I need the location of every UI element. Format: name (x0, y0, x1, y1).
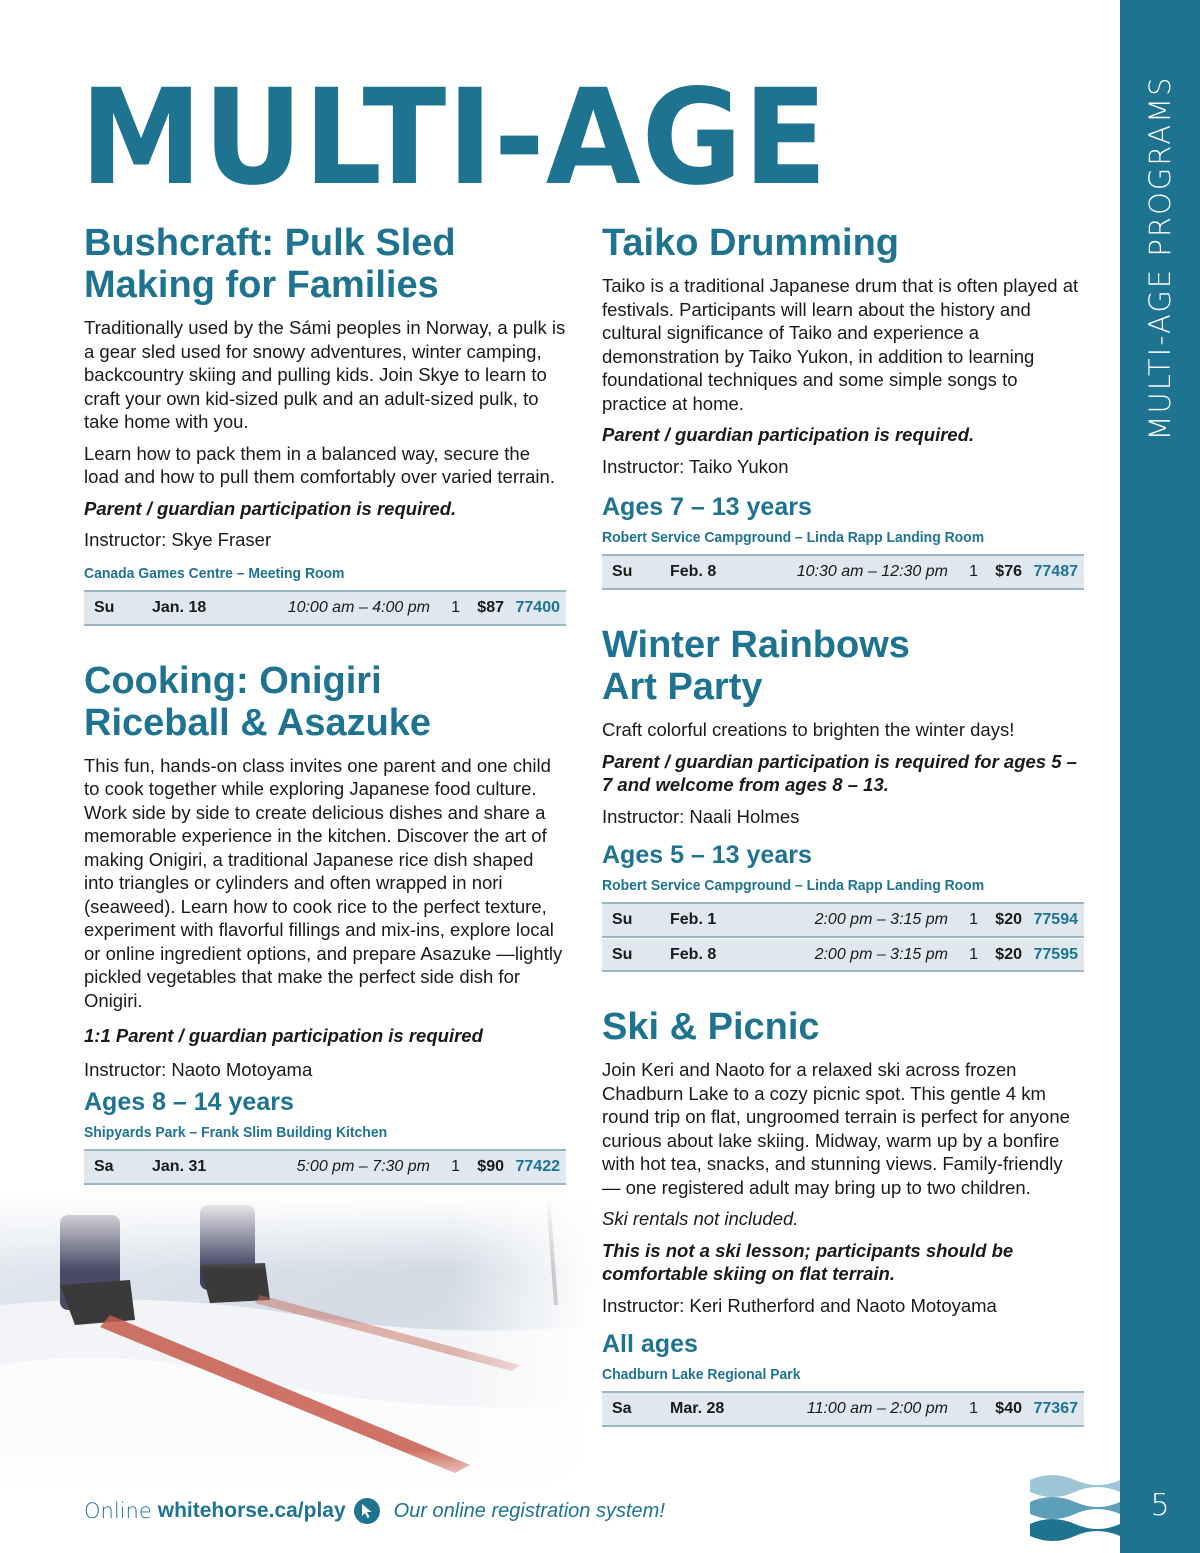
program-note: Ski rentals not included. (602, 1208, 799, 1229)
course-code: 77367 (1033, 1400, 1078, 1417)
page-number: 5 (1150, 1488, 1170, 1523)
session-price: $20 (995, 945, 1022, 963)
session-time: 10:30 am – 12:30 pm (796, 563, 948, 580)
program-description: Taiko is a traditional Japanese drum that is often played at festivals. Participants will learn about the history and cultural significance of Taiko and experience a demonstration by Taiko Yukon, in addition to learning foundational techniques and some simple songs to practice at home. (602, 275, 1079, 414)
session-date: Jan. 18 (152, 598, 207, 616)
session-time: 10:00 am – 4:00 pm (287, 598, 430, 616)
footer-tagline: Our online registration system! (393, 1499, 665, 1522)
program-winter-rainbows (602, 624, 1086, 972)
program-description: Learn how to pack them in a balanced way, secure the load and how to pull them comfortably over varied terrain. (84, 442, 555, 487)
session-date: Feb. 8 (670, 563, 717, 580)
schedule-row (602, 904, 1084, 938)
course-code: 77595 (1033, 945, 1078, 963)
participation-requirement: Parent / guardian participation is required for ages 5 – 7 and welcome from ages 8 – 13. (602, 750, 1077, 795)
session-day: Sa (612, 1400, 632, 1417)
program-title: Cooking: Onigiri Riceball & Asazuke (84, 659, 432, 744)
side-label-wrap (1120, 0, 1200, 520)
session-date: Mar. 28 (670, 1400, 725, 1417)
session-count: 1 (969, 1400, 978, 1417)
schedule-row (602, 556, 1084, 590)
instructor: Instructor: Naoto Motoyama (84, 1058, 313, 1080)
cursor-arrow-icon (354, 1498, 380, 1524)
program-location: Robert Service Campground – Linda Rapp Landing Room (602, 529, 985, 546)
session-price: $90 (477, 1158, 504, 1175)
session-time: 2:00 pm – 3:15 pm (814, 911, 948, 928)
session-day: Sa (94, 1158, 114, 1175)
instructor: Instructor: Keri Rutherford and Naoto Motoyama (602, 1294, 997, 1316)
session-day: Su (612, 563, 633, 580)
schedule-table (602, 902, 1084, 972)
instructor: Instructor: Skye Fraser (84, 529, 272, 550)
session-day: Su (94, 598, 115, 616)
session-count: 1 (451, 598, 460, 616)
program-title: Bushcraft: Pulk Sled Making for Families (84, 222, 456, 306)
schedule-row (84, 1151, 566, 1185)
course-code: 77422 (515, 1158, 560, 1175)
schedule-table (84, 590, 566, 626)
session-price: $40 (995, 1400, 1022, 1417)
age-range: Ages 5 – 13 years (602, 841, 812, 869)
program-description: Craft colorful creations to brighten the winter days! (602, 719, 1015, 740)
instructor: Instructor: Taiko Yukon (602, 455, 789, 477)
schedule-table (602, 554, 1084, 590)
session-day: Su (612, 911, 633, 928)
session-date: Feb. 1 (670, 911, 717, 928)
page-title: MULTI-AGE (80, 61, 829, 215)
program-description: This fun, hands-on class invites one parent and one child to cook together while exploring Japanese food culture. Work side by side to create delicious dishes and share a memorable experience in the kitchen. Discover the art of making Onigiri, a traditional Japanese rice dish shaped into triangles or cylinders and often wrapped in nori (seaweed). Learn how to cook rice to the perfect texture, experiment with flavorful fillings and mix-ins, explore local or online ingredient options, and prepare Asazuke —lightly pickled vegetables that make the perfect side dish for Onigiri. (84, 754, 563, 1011)
program-title: Ski & Picnic (602, 1006, 820, 1048)
participation-requirement: Parent / guardian participation is required. (602, 424, 975, 445)
program-location: Canada Games Centre – Meeting Room (84, 564, 345, 582)
session-count: 1 (969, 911, 978, 928)
schedule-row (602, 938, 1084, 972)
program-location: Shipyards Park – Frank Slim Building Kitchen (84, 1124, 388, 1141)
session-price: $20 (995, 911, 1022, 928)
right-column (602, 222, 1086, 1461)
session-count: 1 (451, 1158, 460, 1175)
age-range: All ages (602, 1330, 698, 1358)
program-location: Chadburn Lake Regional Park (602, 1366, 801, 1383)
age-range: Ages 7 – 13 years (602, 493, 812, 521)
session-day: Su (612, 945, 633, 963)
session-date: Feb. 8 (670, 945, 717, 963)
participation-requirement: 1:1 Parent / guardian participation is required (84, 1025, 483, 1046)
participation-requirement: This is not a ski lesson; participants should be comfortable skiing on flat terrain. (602, 1239, 1014, 1284)
course-code: 77400 (515, 598, 560, 616)
schedule-table (84, 1149, 566, 1185)
footer (84, 1494, 665, 1528)
ski-photo (0, 1195, 600, 1495)
waves-icon (1030, 1468, 1120, 1548)
schedule-table (602, 1391, 1084, 1427)
program-title: Taiko Drumming (602, 222, 899, 264)
session-date: Jan. 31 (152, 1158, 207, 1175)
session-time: 11:00 am – 2:00 pm (806, 1400, 948, 1417)
program-title: Winter Rainbows Art Party (602, 624, 910, 708)
program-description: Traditionally used by the Sámi peoples in Norway, a pulk is a gear sled used for snowy adventures, winter camping, backcountry skiing and pulling kids. Join Skye to learn to craft your own kid-sized pulk and an adult-sized pulk, to take home with you. (84, 317, 566, 432)
session-time: 5:00 pm – 7:30 pm (296, 1158, 430, 1175)
session-time: 2:00 pm – 3:15 pm (814, 945, 948, 963)
program-bushcraft (84, 222, 568, 626)
age-range: Ages 8 – 14 years (84, 1088, 294, 1116)
program-onigiri (84, 660, 568, 1186)
participation-requirement: Parent / guardian participation is required. (84, 497, 457, 519)
program-taiko (602, 222, 1086, 590)
session-count: 1 (969, 945, 978, 963)
program-ski-picnic (602, 1006, 1086, 1427)
course-code: 77594 (1033, 911, 1078, 928)
session-price: $76 (995, 563, 1022, 580)
schedule-row (84, 592, 566, 626)
program-description: Join Keri and Naoto for a relaxed ski across frozen Chadburn Lake to a cozy picnic spot. This gentle 4 km round trip on flat, ungroomed terrain is perfect for anyone curious about lake skiing. Midway, warm up by a bonfire with hot tea, snacks, and stunning views. Family-friendly — one registered adult may bring up to two children. (602, 1059, 1070, 1198)
program-location: Robert Service Campground – Linda Rapp Landing Room (602, 877, 985, 894)
schedule-row (602, 1393, 1084, 1427)
instructor: Instructor: Naali Holmes (602, 805, 800, 827)
left-column (84, 222, 568, 1219)
course-code: 77487 (1033, 563, 1078, 580)
session-count: 1 (969, 563, 978, 580)
side-label: MULTI-AGE PROGRAMS (1143, 75, 1177, 441)
footer-online-label: Online (84, 1499, 152, 1523)
registration-link[interactable]: whitehorse.ca/play (157, 1499, 346, 1522)
session-price: $87 (477, 598, 504, 616)
